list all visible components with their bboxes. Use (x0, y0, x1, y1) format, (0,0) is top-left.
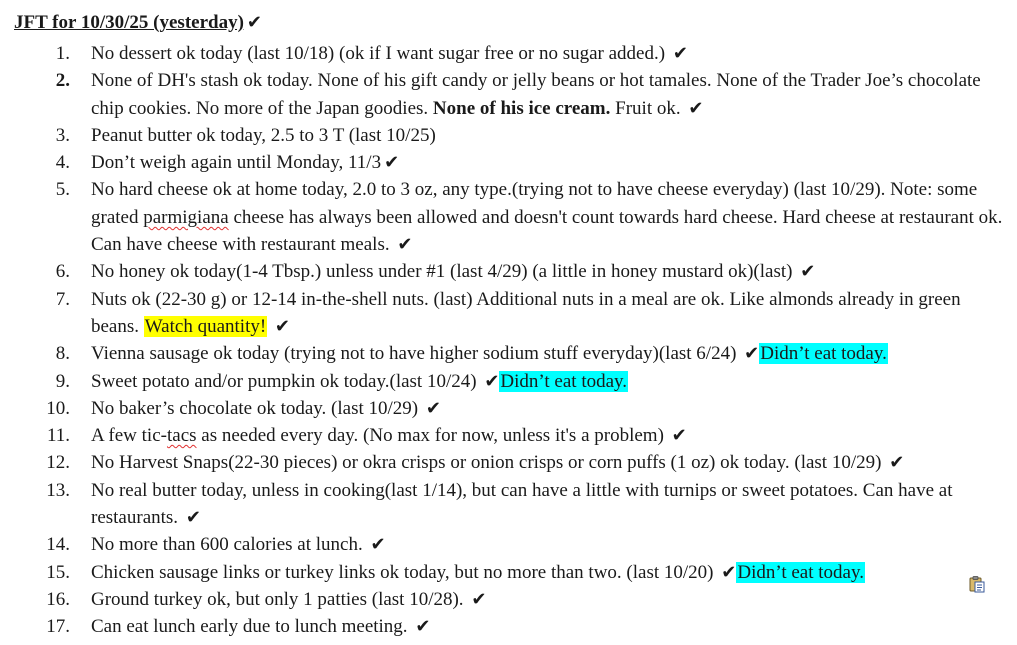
item-text: A few tic- (91, 425, 167, 447)
spellcheck-word[interactable]: parmigiana (143, 206, 229, 228)
list-item-9 (0, 368, 1017, 395)
checkmark-icon: ✔ (425, 397, 441, 419)
checkmark-icon: ✔ (889, 452, 905, 474)
item-number: 11. (46, 425, 70, 447)
item-text: None of DH's stash ok today. None of his gift candy or jelly beans or hot tamales. None of the Trader Joe’s chocolate chip cookies. No more of the Japan goodies. (91, 70, 981, 119)
item-number: 3. (55, 124, 70, 146)
list-item-10 (0, 395, 1017, 422)
item-text: Don’t weigh again until Monday, 11/3 (91, 152, 382, 174)
item-text: No honey ok today(1-4 Tbsp.) unless under #1 (last 4/29) (a little in honey mustard ok)(last) (91, 261, 793, 283)
checkmark-icon: ✔ (688, 97, 704, 119)
item-number: 10. (46, 397, 70, 419)
item-number: 2. (55, 70, 70, 92)
document-title: JFT for 10/30/25 (yesterday) ✔ (14, 12, 262, 33)
item-text: No baker’s chocolate ok today. (last 10/29) (91, 397, 419, 419)
checkmark-icon: ✔ (246, 12, 262, 33)
item-text-bold: None of his ice cream. (432, 97, 611, 119)
list-item-16 (0, 586, 1017, 613)
list-item-3 (0, 122, 1017, 149)
item-number: 15. (46, 561, 70, 583)
checkmark-icon: ✔ (397, 234, 413, 256)
item-text: No more than 600 calories at lunch. (91, 534, 363, 556)
item-number: 6. (55, 261, 70, 283)
list-item-11 (0, 422, 1017, 449)
highlight-yellow: Watch quantity! (144, 315, 267, 337)
checkmark-icon: ✔ (185, 507, 201, 529)
list-item-15 (0, 559, 1017, 586)
item-number: 14. (46, 534, 70, 556)
checkmark-icon: ✔ (744, 343, 760, 365)
checkmark-icon: ✔ (671, 425, 687, 447)
item-number: 13. (46, 479, 70, 501)
item-number: 8. (55, 343, 70, 365)
item-text: Vienna sausage ok today (trying not to have higher sodium stuff everyday)(last 6/24) (91, 343, 737, 365)
spellcheck-word[interactable]: tacs (166, 425, 197, 447)
item-number: 5. (55, 179, 70, 201)
list-item-17 (0, 613, 1017, 640)
list-item-13 (0, 477, 1017, 532)
item-number: 9. (55, 370, 70, 392)
item-text: Nuts ok (22-30 g) or 12-14 in-the-shell nuts. (last) Additional nuts in a meal are ok. Like almonds already in green beans. (91, 288, 961, 337)
item-text: as needed every day. (No max for now, unless it's a problem) (201, 425, 664, 447)
item-text: No Harvest Snaps(22-30 pieces) or okra crisps or onion crisps or corn puffs (1 oz) ok today. (last 10/29) (91, 452, 882, 474)
item-text: Can eat lunch early due to lunch meeting. (91, 616, 408, 638)
list-item-7 (0, 286, 1017, 341)
item-text: No real butter today, unless in cooking(last 1/14), but can have a little with turnips or sweet potatoes. Can have at restaurants. (91, 479, 953, 529)
item-text: No dessert ok today (last 10/18) (ok if I want sugar free or no sugar added.) (91, 43, 666, 64)
item-number: 1. (55, 43, 70, 64)
highlight-cyan: Didn’t eat today. (500, 370, 628, 392)
list-item-14 (0, 531, 1017, 558)
checkmark-icon: ✔ (384, 152, 400, 174)
highlight-cyan: Didn’t eat today. (760, 343, 887, 365)
item-text: Sweet potato and/or pumpkin ok today.(last 10/24) (91, 370, 477, 392)
paste-options-icon[interactable] (968, 575, 986, 593)
list-item-12 (0, 449, 1017, 476)
list-item-5 (0, 176, 1017, 258)
checkmark-icon: ✔ (672, 43, 688, 64)
checkmark-icon: ✔ (274, 315, 291, 337)
list-item-4 (0, 149, 1017, 176)
list-item-8 (0, 340, 1017, 367)
item-text: cheese has always been allowed and doesn't count towards hard cheese. Hard cheese at restaurant ok. Can have cheese with restaurant meals. (91, 206, 1003, 256)
checkmark-icon: ✔ (484, 370, 500, 392)
checkmark-icon: ✔ (471, 588, 487, 610)
item-number: 12. (46, 452, 70, 474)
highlight-cyan: Didn’t eat today. (737, 561, 864, 583)
checkmark-icon: ✔ (800, 261, 816, 283)
item-text: No hard cheese ok at home today, 2.0 to 3 oz, any type.(trying not to have cheese everyday) (last 10/29). Note: some grated (91, 179, 978, 228)
item-text: Fruit ok. (615, 97, 681, 119)
checkmark-icon: ✔ (415, 616, 431, 638)
checkmark-icon: ✔ (721, 561, 737, 583)
item-text: Peanut butter ok today, 2.5 to 3 T (last 10/25) (91, 124, 436, 146)
numbered-list (0, 40, 1017, 641)
item-number: 4. (55, 152, 70, 174)
item-number: 7. (55, 288, 70, 310)
item-text: Chicken sausage links or turkey links ok today, but no more than two. (last 10/20) (91, 561, 714, 583)
item-number: 17. (46, 616, 70, 638)
item-text: Ground turkey ok, but only 1 patties (last 10/28). (91, 588, 464, 610)
checkmark-icon: ✔ (370, 534, 386, 556)
list-item-1 (0, 40, 1017, 67)
item-number: 16. (46, 588, 70, 610)
list-item-2 (0, 67, 1017, 122)
list-item-6 (0, 258, 1017, 285)
